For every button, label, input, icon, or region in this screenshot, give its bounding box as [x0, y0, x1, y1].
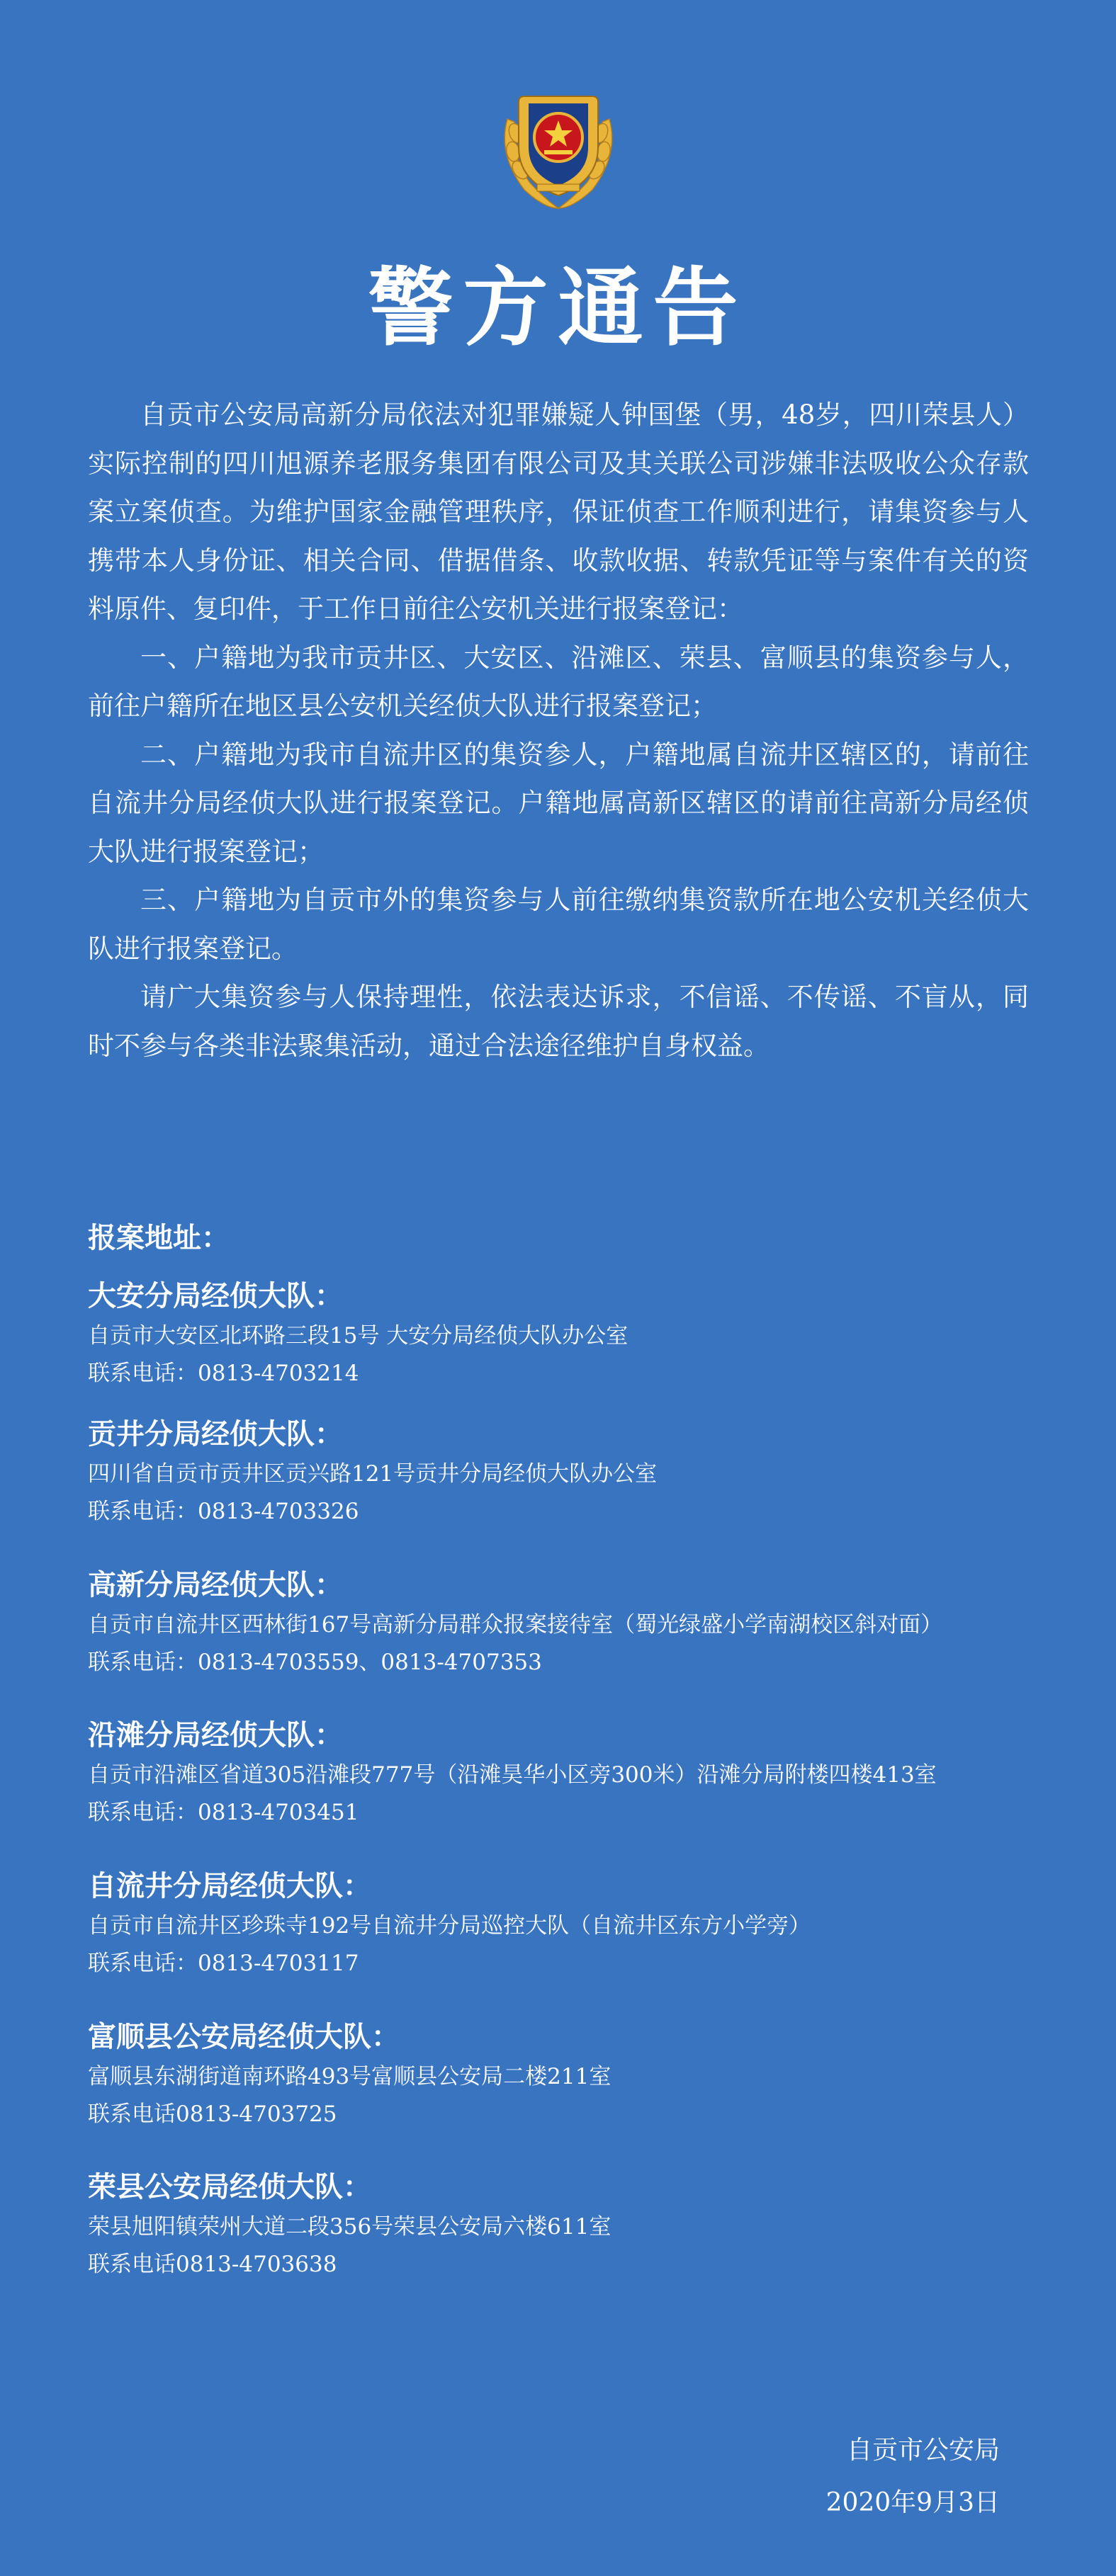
notice-paragraph: 自贡市公安局高新分局依法对犯罪嫌疑人钟国堡（男，48岁，四川荣县人）实际控制的四川旭源养老服务集团有限公司及其关联公司涉嫌非法吸收公众存款案立案侦查。为维护国家金融管理秩序，保证侦查工作顺利进行，请集资参与人携带本人身份证、相关合同、借据借条、收款收据、转款凭证等与案件有关的资料原件、复印件，于工作日前往公安机关进行报案登记： — [88, 399, 1029, 624]
unit-block — [88, 2016, 1066, 2133]
unit-phone: 联系电话：0813-4703117 — [88, 1951, 359, 1976]
unit-phone: 联系电话：0813-4703326 — [88, 1499, 359, 1524]
unit-address: 自贡市自流井区西林街167号高新分局群众报案接待室（蜀光绿盛小学南湖校区斜对面） — [88, 1612, 943, 1638]
police-emblem-icon — [487, 76, 629, 218]
unit-address: 富顺县东湖街道南环路493号富顺县公安局二楼211室 — [88, 2064, 611, 2089]
unit-name: 大安分局经侦大队： — [88, 1280, 343, 1312]
unit-name: 高新分局经侦大队： — [88, 1569, 343, 1601]
unit-name: 自流井分局经侦大队： — [88, 1870, 371, 1902]
unit-phone: 联系电话：0813-4703559、0813-4707353 — [88, 1650, 542, 1675]
unit-address: 自贡市自流井区珍珠寺192号自流井分局巡控大队（自流井区东方小学旁） — [88, 1913, 811, 1939]
address-heading: 报案地址： — [88, 1222, 230, 1254]
unit-block — [88, 2166, 1066, 2283]
page-title: 警方通告 — [368, 258, 748, 358]
unit-address: 自贡市大安区北环路三段15号 大安分局经侦大队办公室 — [88, 1323, 629, 1349]
unit-address: 荣县旭阳镇荣州大道二段356号荣县公安局六楼611室 — [88, 2214, 611, 2240]
unit-phone: 联系电话：0813-4703451 — [88, 1800, 359, 1825]
unit-phone: 联系电话0813-4703725 — [88, 2101, 337, 2127]
unit-block — [88, 1275, 1066, 1392]
unit-name: 贡井分局经侦大队： — [88, 1418, 343, 1451]
notice-paragraph: 三、户籍地为自贡市外的集资参与人前往缴纳集资款所在地公安机关经侦大队进行报案登记。 — [88, 885, 1029, 964]
unit-block — [88, 1865, 1066, 1982]
notice-paragraph: 请广大集资参与人保持理性，依法表达诉求，不信谣、不传谣、不盲从，同时不参与各类非法聚集活动，通过合法途径维护自身权益。 — [88, 982, 1029, 1061]
unit-address: 自贡市沿滩区省道305沿滩段777号（沿滩昊华小区旁300米）沿滩分局附楼四楼413室 — [88, 1762, 937, 1788]
unit-phone: 联系电话0813-4703638 — [88, 2252, 337, 2277]
unit-block — [88, 1413, 1066, 1531]
notice-body — [88, 391, 1029, 1070]
issue-date: 2020年9月3日 — [825, 2488, 1000, 2517]
unit-address: 四川省自贡市贡井区贡兴路121号贡井分局经侦大队办公室 — [88, 1461, 658, 1487]
notice-paragraph: 二、户籍地为我市自流井区的集资参人，户籍地属自流井区辖区的，请前往自流井分局经侦大队进行报案登记。户籍地属高新区辖区的请前往高新分局经侦大队进行报案登记； — [88, 739, 1029, 867]
unit-name: 荣县公安局经侦大队： — [88, 2171, 371, 2203]
issuer: 自贡市公安局 — [846, 2436, 1000, 2465]
unit-name: 沿滩分局经侦大队： — [88, 1719, 343, 1752]
notice-paragraph: 一、户籍地为我市贡井区、大安区、沿滩区、荣县、富顺县的集资参与人，前往户籍所在地区县公安机关经侦大队进行报案登记； — [88, 642, 1029, 721]
unit-block — [88, 1714, 1066, 1832]
unit-block — [88, 1564, 1066, 1681]
unit-name: 富顺县公安局经侦大队： — [88, 2021, 400, 2053]
unit-phone: 联系电话：0813-4703214 — [88, 1361, 359, 1386]
